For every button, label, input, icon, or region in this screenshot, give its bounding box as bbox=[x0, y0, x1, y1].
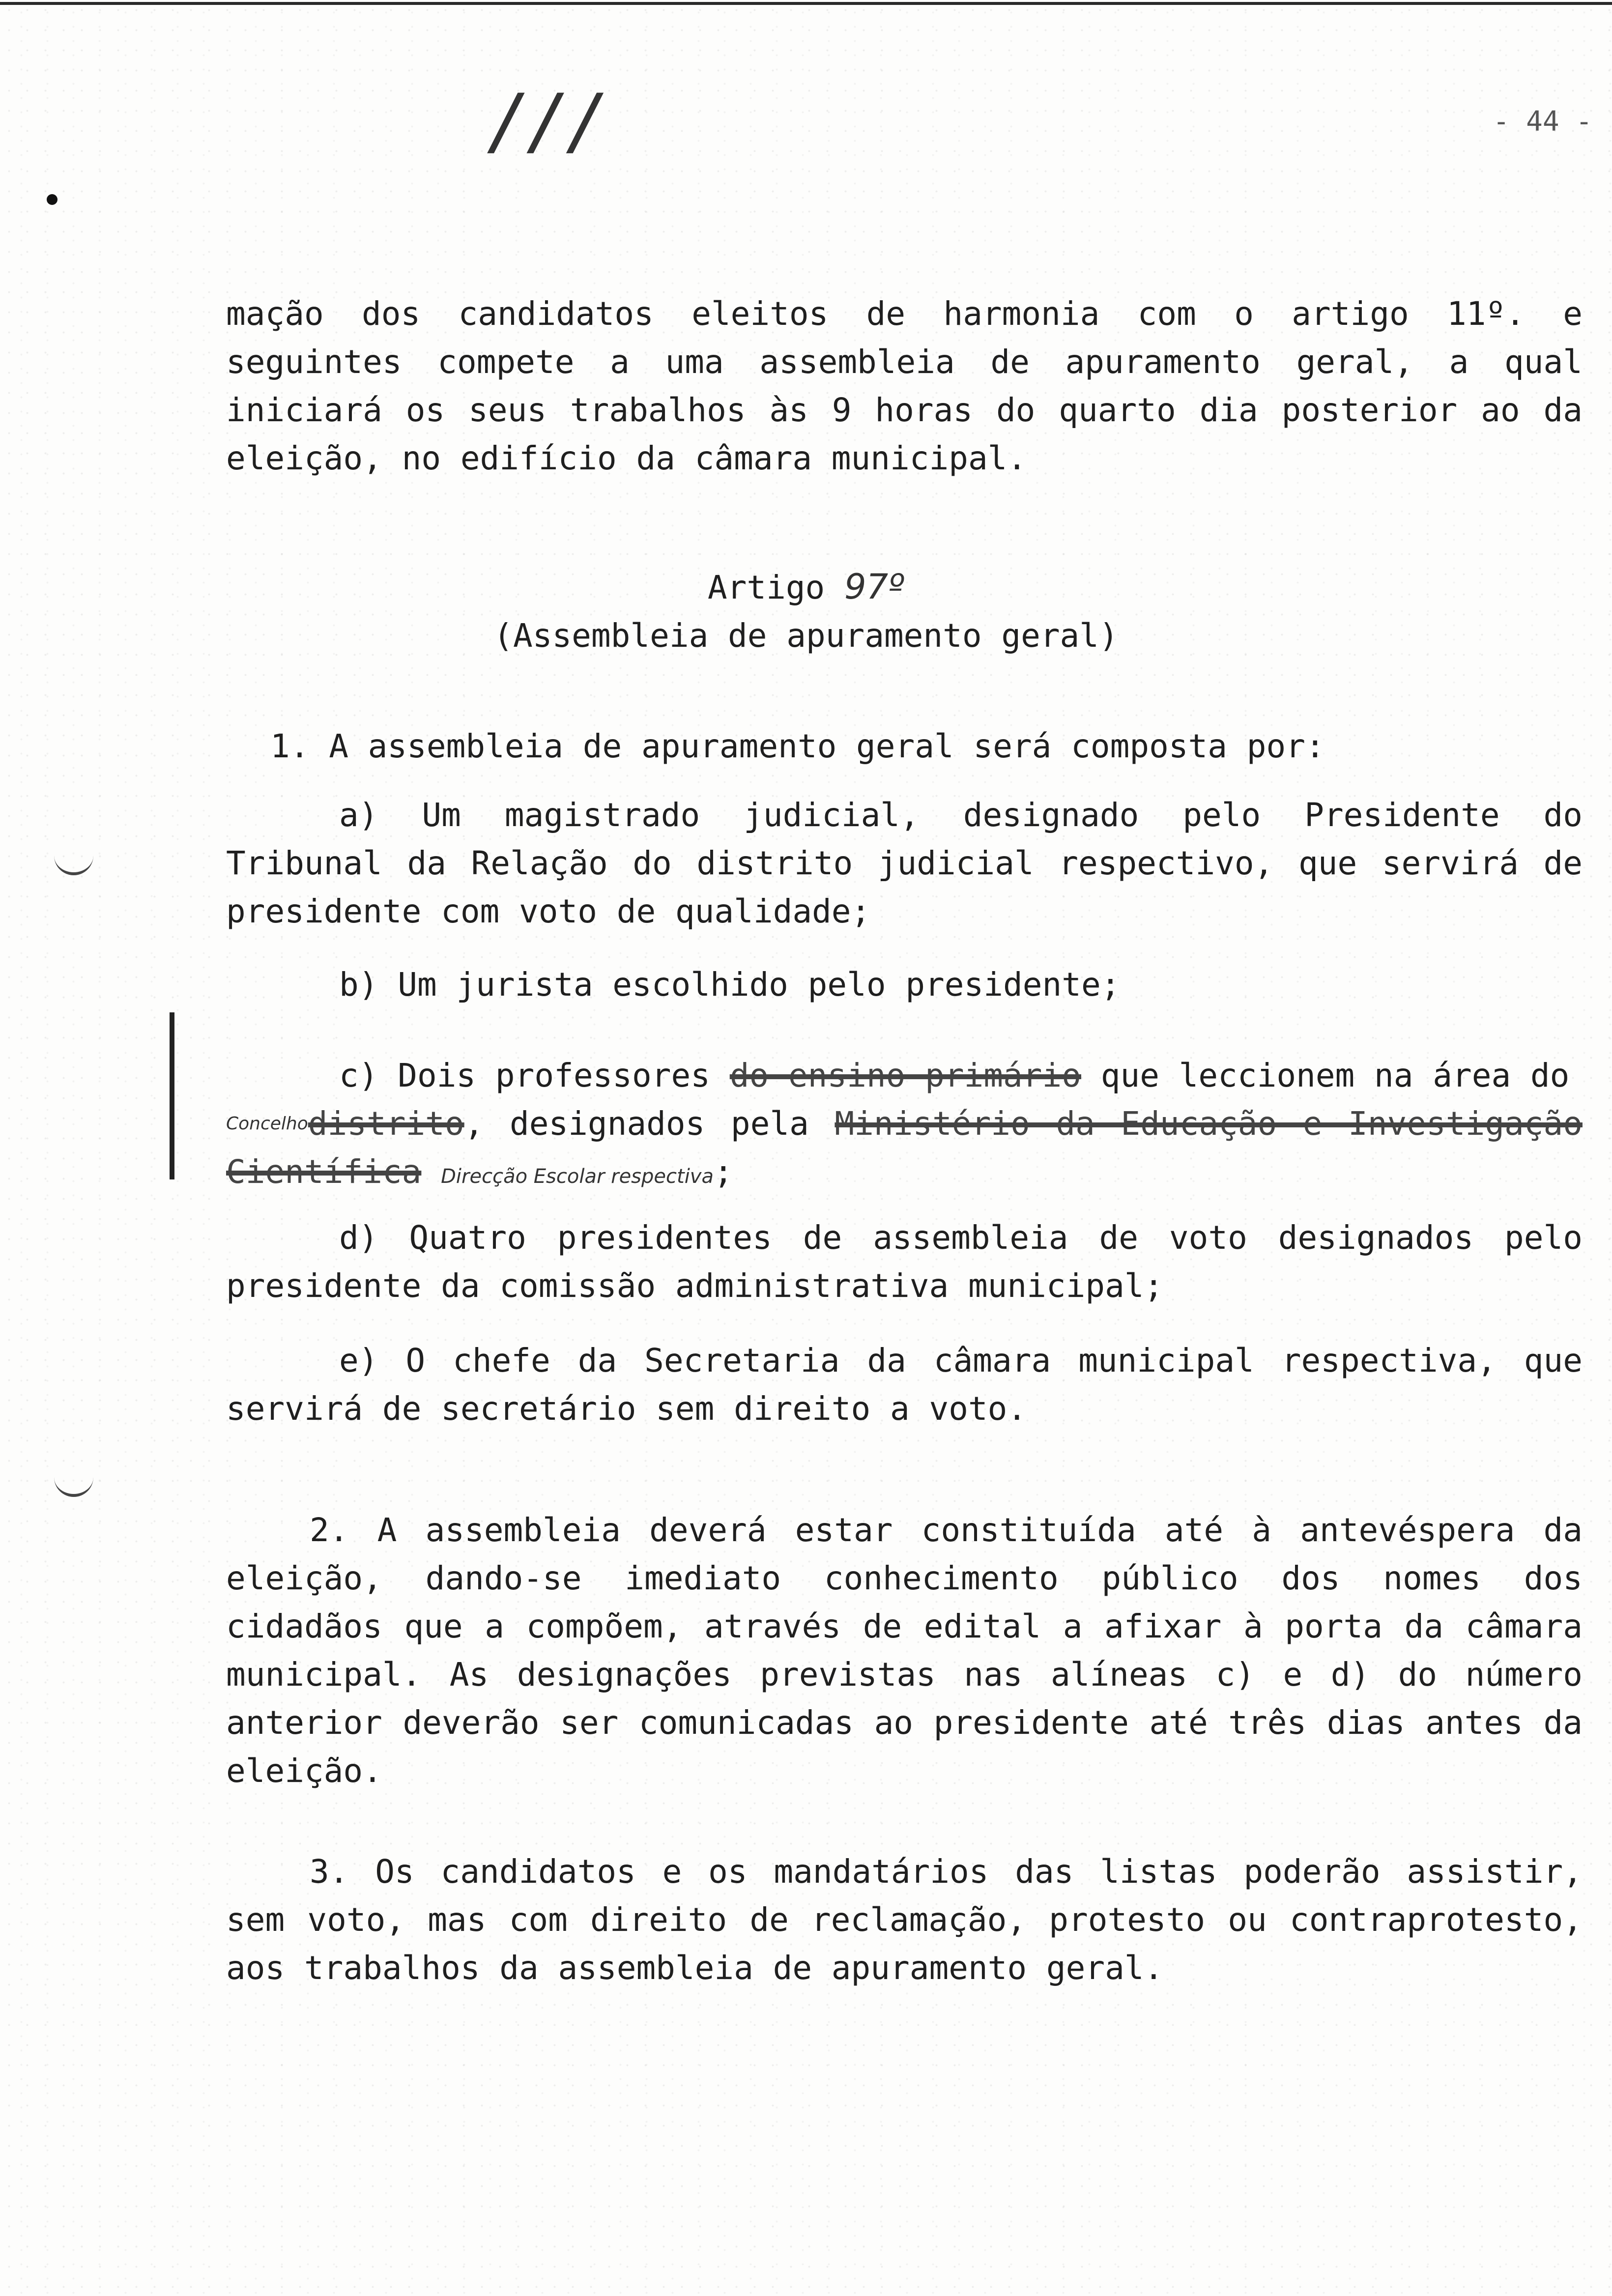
section-1 bbox=[226, 722, 1583, 771]
item-c-text bbox=[226, 1052, 1583, 1201]
item-c-start: c) Dois professores bbox=[339, 1057, 710, 1094]
article-number-handwritten: 97º bbox=[844, 567, 905, 607]
margin-mark bbox=[54, 853, 93, 875]
item-c-mid2: , designados pela bbox=[464, 1105, 809, 1143]
item-c-handwritten-replacement: Direcção Escolar respectiva bbox=[441, 1165, 714, 1188]
item-e-text: e) O chefe da Secretaria da câmara municipal respectiva, que servirá de secretário sem direito a voto. bbox=[226, 1342, 1583, 1428]
item-b bbox=[226, 961, 1583, 1009]
item-c-end: ; bbox=[714, 1153, 733, 1191]
page-number: - 44 - bbox=[1493, 106, 1592, 138]
item-c-handwritten-concelho: Concelho bbox=[226, 1114, 308, 1134]
section-2 bbox=[226, 1506, 1583, 1795]
item-d bbox=[226, 1214, 1583, 1310]
item-c bbox=[226, 1052, 1583, 1201]
handwritten-marks: /// bbox=[487, 79, 605, 164]
item-b-text: b) Um jurista escolhido pelo presidente; bbox=[339, 966, 1121, 1004]
item-a bbox=[226, 791, 1583, 936]
intro-text: mação dos candidatos eleitos de harmonia com o artigo 11º. e seguintes compete a uma assembleia de apuramento geral, a qual iniciará os seus trabalhos às 9 horas do quarto dia posterior ao da eleição, no edifício da câmara municipal. bbox=[226, 295, 1583, 477]
section-1-lead: 1. A assembleia de apuramento geral será composta por: bbox=[270, 727, 1325, 765]
item-c-struck-1: do ensino primário bbox=[729, 1057, 1081, 1094]
margin-bar bbox=[170, 1012, 174, 1179]
item-e bbox=[226, 1337, 1583, 1433]
top-rule bbox=[0, 2, 1612, 5]
item-c-struck-2: distrito bbox=[308, 1105, 464, 1143]
section-3-text: 3. Os candidatos e os mandatários das listas poderão assistir, sem voto, mas com direito de reclamação, protesto ou contraprotesto, aos trabalhos da assembleia de apuramento geral. bbox=[226, 1853, 1583, 1987]
item-a-text: a) Um magistrado judicial, designado pelo Presidente do Tribunal da Relação do distrito judicial respectivo, que servirá de presidente com voto de qualidade; bbox=[226, 796, 1583, 930]
article-heading bbox=[0, 563, 1612, 612]
article-title: (Assembleia de apuramento geral) bbox=[493, 617, 1119, 655]
punch-dot bbox=[47, 194, 58, 205]
item-c-mid: que leccionem na área do bbox=[1100, 1057, 1570, 1094]
section-3 bbox=[226, 1848, 1583, 1992]
item-d-text: d) Quatro presidentes de assembleia de voto designados pelo presidente da comissão administrativa municipal; bbox=[226, 1219, 1583, 1305]
item-c-struck-3: Ministério da Educação e Investigação Científica bbox=[226, 1105, 1583, 1191]
intro-paragraph bbox=[226, 290, 1583, 483]
article-label: Artigo bbox=[707, 569, 825, 606]
section-2-text: 2. A assembleia deverá estar constituída até à antevéspera da eleição, dando-se imediato conhecimento público dos nomes dos cidadãos que a compõem, através de edital a afixar à porta da câmara municipal. As designações previstas nas alíneas c) e d) do número anterior deverão ser comunicadas ao presidente até três dias antes da eleição. bbox=[226, 1511, 1583, 1790]
margin-mark bbox=[54, 1474, 93, 1497]
